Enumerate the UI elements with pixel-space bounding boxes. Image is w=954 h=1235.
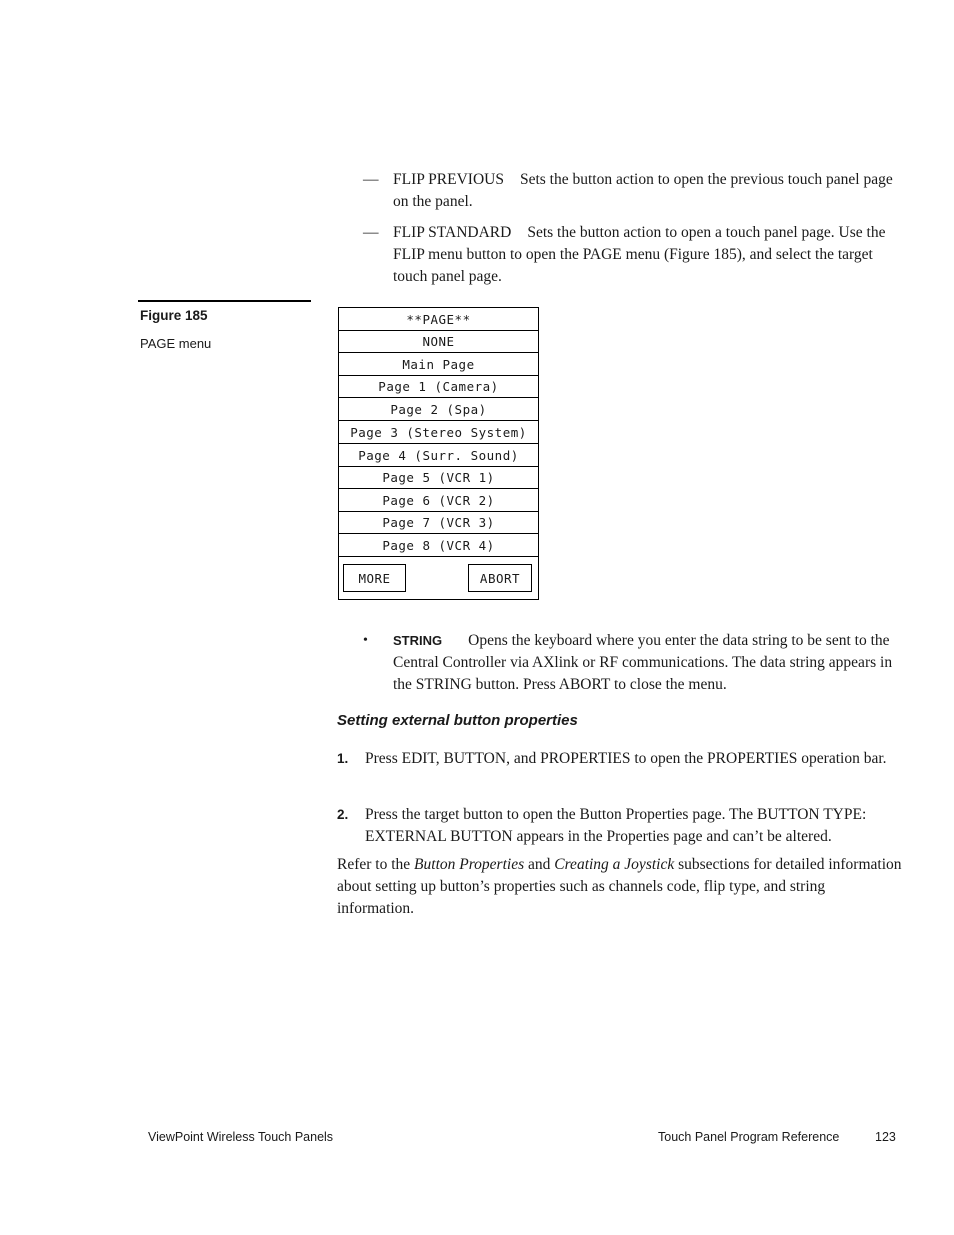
menu-item-page-7[interactable]: Page 7 (VCR 3) <box>339 512 538 534</box>
menu-item-page-3[interactable]: Page 3 (Stereo System) <box>339 421 538 444</box>
step-text: Press EDIT, BUTTON, and PROPERTIES to open the PROPERTIES operation bar. <box>365 750 887 767</box>
step-item <box>337 804 897 848</box>
page-menu <box>338 307 539 600</box>
flip-standard-text: Sets the button action to open a touch panel page. Use the FLIP menu button to open the PAGE menu (Figure 185), and select the target touch panel page. <box>393 224 886 285</box>
string-item <box>363 630 893 696</box>
flip-previous-text: Sets the button action to open the previous touch panel page on the panel. <box>393 171 893 210</box>
flip-standard-term: FLIP STANDARD <box>393 224 512 241</box>
figure-rule <box>138 300 311 302</box>
abort-button[interactable]: ABORT <box>468 564 532 592</box>
menu-item-page-8[interactable]: Page 8 (VCR 4) <box>339 534 538 557</box>
menu-item-none[interactable]: NONE <box>339 331 538 353</box>
menu-item-page-2[interactable]: Page 2 (Spa) <box>339 398 538 421</box>
flip-standard-item <box>363 222 893 288</box>
string-term: STRING <box>393 633 443 648</box>
menu-item-page-4[interactable]: Page 4 (Surr. Sound) <box>339 444 538 467</box>
step-text: Press the target button to open the Button Properties page. The BUTTON TYPE: EXTERNAL BUTTON appears in the Properties page and can’t be altered. <box>365 806 867 845</box>
button-properties-ref: Button Properties <box>414 856 525 873</box>
creating-joystick-ref: Creating a Joystick <box>554 856 675 873</box>
flip-previous-term: FLIP PREVIOUS <box>393 171 504 188</box>
step-item <box>337 748 897 770</box>
step-number: 1. <box>337 751 349 766</box>
closing-text: and <box>524 856 555 873</box>
footer-center: Touch Panel Program Reference <box>658 1130 840 1144</box>
bullet-marker: • <box>363 633 368 648</box>
section-heading: Setting external button properties <box>337 712 578 729</box>
string-text: Opens the keyboard where you enter the data string to be sent to the Central Controller via AXlink or RF communications. The data string appears in the STRING button. Press ABORT to close the menu. <box>393 632 893 693</box>
closing-text: Refer to the <box>337 856 415 873</box>
footer-left: ViewPoint Wireless Touch Panels <box>148 1130 334 1144</box>
menu-title: **PAGE** <box>339 308 538 331</box>
dash-marker: — <box>363 224 379 241</box>
menu-item-main-page[interactable]: Main Page <box>339 353 538 376</box>
menu-item-page-6[interactable]: Page 6 (VCR 2) <box>339 489 538 512</box>
page-number: 123 <box>875 1130 896 1144</box>
dash-marker: — <box>363 171 379 188</box>
closing-text: subsections for detailed information about setting up button’s properties such as channels code, flip type, and string information. <box>337 856 902 917</box>
flip-previous-item <box>363 169 893 213</box>
menu-item-page-5[interactable]: Page 5 (VCR 1) <box>339 467 538 489</box>
menu-item-page-1[interactable]: Page 1 (Camera) <box>339 376 538 398</box>
figure-caption: PAGE menu <box>140 336 212 351</box>
figure-label: Figure 185 <box>140 308 208 323</box>
more-button[interactable]: MORE <box>343 564 406 592</box>
step-number: 2. <box>337 807 349 822</box>
closing-paragraph <box>337 854 902 920</box>
